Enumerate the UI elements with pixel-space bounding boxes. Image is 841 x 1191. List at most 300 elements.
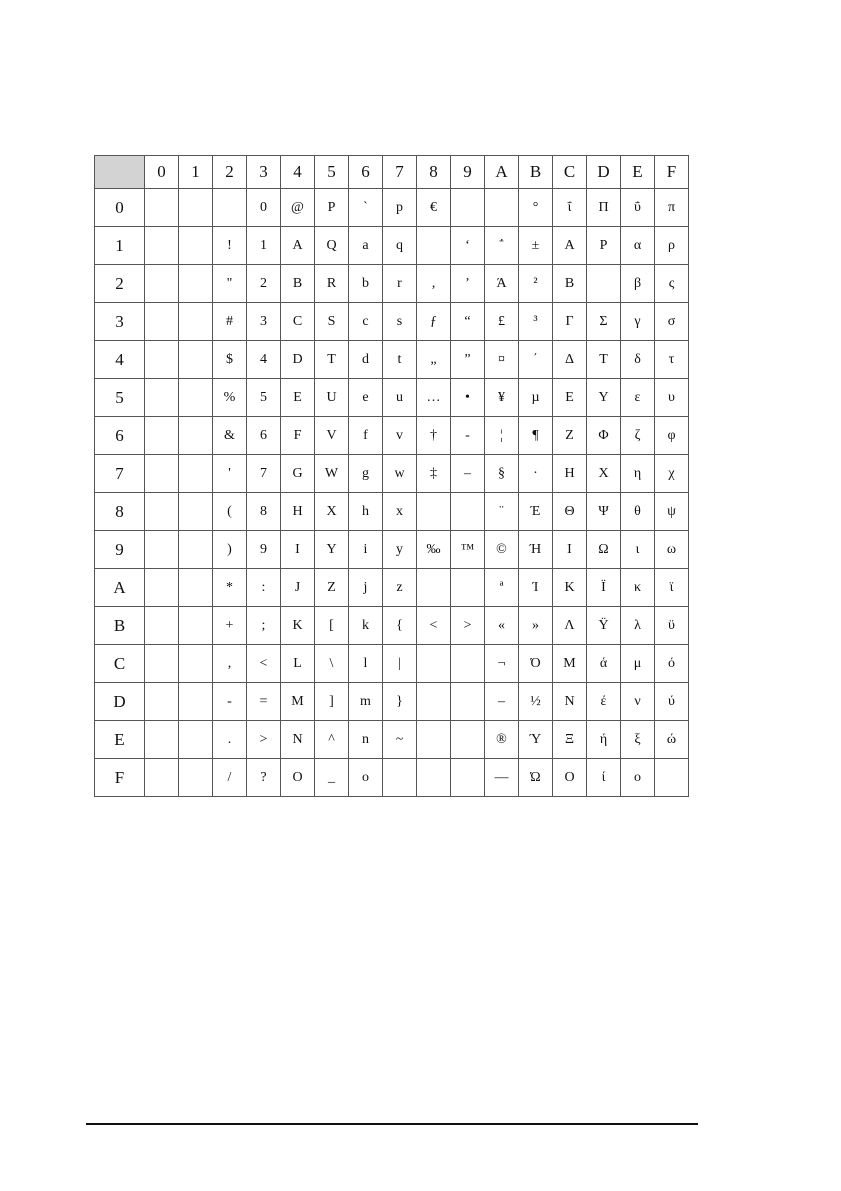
char-cell: ¥ — [485, 379, 519, 417]
row-header: 8 — [95, 493, 145, 531]
char-cell: φ — [655, 417, 689, 455]
char-cell: µ — [519, 379, 553, 417]
char-cell — [179, 227, 213, 265]
char-cell: I — [281, 531, 315, 569]
char-cell: ª — [485, 569, 519, 607]
column-header-row — [95, 156, 689, 189]
char-cell: · — [519, 455, 553, 493]
table-row — [95, 569, 689, 607]
char-cell: ύ — [655, 683, 689, 721]
column-header: 9 — [451, 156, 485, 189]
char-cell — [417, 683, 451, 721]
row-header: 6 — [95, 417, 145, 455]
char-cell — [451, 493, 485, 531]
char-cell — [179, 759, 213, 797]
char-cell — [417, 227, 451, 265]
char-cell: § — [485, 455, 519, 493]
char-cell: ώ — [655, 721, 689, 759]
char-cell: ½ — [519, 683, 553, 721]
char-cell: ¬ — [485, 645, 519, 683]
char-cell: + — [213, 607, 247, 645]
char-cell: ¤ — [485, 341, 519, 379]
row-header: F — [95, 759, 145, 797]
char-cell: α — [621, 227, 655, 265]
char-cell: Ρ — [587, 227, 621, 265]
character-code-table — [94, 155, 689, 797]
char-cell — [451, 645, 485, 683]
char-cell: L — [281, 645, 315, 683]
char-cell: p — [383, 189, 417, 227]
char-cell: Λ — [553, 607, 587, 645]
char-cell: % — [213, 379, 247, 417]
char-cell: Φ — [587, 417, 621, 455]
char-cell: η — [621, 455, 655, 493]
char-cell: s — [383, 303, 417, 341]
char-cell: A — [281, 227, 315, 265]
column-header: 8 — [417, 156, 451, 189]
char-cell — [179, 303, 213, 341]
char-cell: Υ — [587, 379, 621, 417]
table-row — [95, 341, 689, 379]
char-cell: † — [417, 417, 451, 455]
char-cell — [417, 493, 451, 531]
char-cell: … — [417, 379, 451, 417]
char-cell: 4 — [247, 341, 281, 379]
row-header: 4 — [95, 341, 145, 379]
table-row — [95, 721, 689, 759]
char-cell: ~ — [383, 721, 417, 759]
char-cell: K — [281, 607, 315, 645]
char-cell: d — [349, 341, 383, 379]
char-cell: Ή — [519, 531, 553, 569]
column-header: 2 — [213, 156, 247, 189]
char-cell: ² — [519, 265, 553, 303]
char-cell: Ω — [587, 531, 621, 569]
table-row — [95, 455, 689, 493]
char-cell: l — [349, 645, 383, 683]
char-cell — [179, 379, 213, 417]
char-cell — [383, 759, 417, 797]
char-cell: Ί — [519, 569, 553, 607]
char-cell: 5 — [247, 379, 281, 417]
char-cell — [179, 683, 213, 721]
char-cell: , — [213, 645, 247, 683]
column-header: C — [553, 156, 587, 189]
char-cell — [145, 227, 179, 265]
column-header: 6 — [349, 156, 383, 189]
char-cell: R — [315, 265, 349, 303]
char-cell — [145, 645, 179, 683]
char-cell: } — [383, 683, 417, 721]
char-cell — [179, 189, 213, 227]
char-cell: ƒ — [417, 303, 451, 341]
table-row — [95, 379, 689, 417]
table-row — [95, 645, 689, 683]
table-row — [95, 607, 689, 645]
row-header: 5 — [95, 379, 145, 417]
char-cell: Κ — [553, 569, 587, 607]
char-cell: 9 — [247, 531, 281, 569]
char-cell: E — [281, 379, 315, 417]
table-body — [95, 189, 689, 797]
row-header: 3 — [95, 303, 145, 341]
char-cell: ΅ — [485, 227, 519, 265]
char-cell — [179, 607, 213, 645]
char-cell: b — [349, 265, 383, 303]
row-header: A — [95, 569, 145, 607]
char-cell: ϊ — [655, 569, 689, 607]
char-cell — [145, 265, 179, 303]
char-cell: Α — [553, 227, 587, 265]
char-cell — [145, 379, 179, 417]
char-cell: - — [451, 417, 485, 455]
char-cell: σ — [655, 303, 689, 341]
char-cell: Μ — [553, 645, 587, 683]
char-cell: ; — [247, 607, 281, 645]
char-cell: υ — [655, 379, 689, 417]
row-header: D — [95, 683, 145, 721]
char-cell: t — [383, 341, 417, 379]
char-cell: ΄ — [519, 341, 553, 379]
char-cell — [655, 759, 689, 797]
char-cell: ? — [247, 759, 281, 797]
char-cell — [179, 569, 213, 607]
char-cell: 3 — [247, 303, 281, 341]
char-cell: γ — [621, 303, 655, 341]
char-cell: Ζ — [553, 417, 587, 455]
char-cell: ` — [349, 189, 383, 227]
char-cell: Ϊ — [587, 569, 621, 607]
char-cell — [417, 759, 451, 797]
char-cell: κ — [621, 569, 655, 607]
char-cell — [145, 303, 179, 341]
char-cell: e — [349, 379, 383, 417]
char-cell: μ — [621, 645, 655, 683]
char-cell: n — [349, 721, 383, 759]
char-cell — [451, 189, 485, 227]
char-cell: o — [349, 759, 383, 797]
char-cell: ‰ — [417, 531, 451, 569]
char-cell: ( — [213, 493, 247, 531]
column-header: 4 — [281, 156, 315, 189]
char-cell: Ο — [553, 759, 587, 797]
char-cell: ) — [213, 531, 247, 569]
char-cell: Ύ — [519, 721, 553, 759]
char-cell: ψ — [655, 493, 689, 531]
char-cell: ή — [587, 721, 621, 759]
char-cell: < — [247, 645, 281, 683]
char-cell: Y — [315, 531, 349, 569]
row-header: 2 — [95, 265, 145, 303]
char-cell — [587, 265, 621, 303]
row-header: 0 — [95, 189, 145, 227]
char-cell — [145, 493, 179, 531]
char-cell: Π — [587, 189, 621, 227]
char-cell: ο — [621, 759, 655, 797]
char-cell: ¨ — [485, 493, 519, 531]
char-cell: O — [281, 759, 315, 797]
row-header: 1 — [95, 227, 145, 265]
char-cell: ξ — [621, 721, 655, 759]
char-cell: » — [519, 607, 553, 645]
char-cell — [179, 265, 213, 303]
char-cell: ί — [587, 759, 621, 797]
char-cell: F — [281, 417, 315, 455]
char-cell: ” — [451, 341, 485, 379]
char-cell: π — [655, 189, 689, 227]
char-cell: ^ — [315, 721, 349, 759]
char-cell: < — [417, 607, 451, 645]
char-cell: Q — [315, 227, 349, 265]
char-cell: : — [247, 569, 281, 607]
char-cell — [451, 683, 485, 721]
char-cell: r — [383, 265, 417, 303]
char-cell: w — [383, 455, 417, 493]
char-cell: ΰ — [621, 189, 655, 227]
char-cell: Ά — [485, 265, 519, 303]
char-cell: Ό — [519, 645, 553, 683]
column-header: 7 — [383, 156, 417, 189]
row-header: C — [95, 645, 145, 683]
char-cell: & — [213, 417, 247, 455]
table-row — [95, 683, 689, 721]
char-cell — [145, 721, 179, 759]
char-cell: ¶ — [519, 417, 553, 455]
char-cell: Ε — [553, 379, 587, 417]
char-cell — [145, 189, 179, 227]
table-row — [95, 759, 689, 797]
char-cell: Έ — [519, 493, 553, 531]
column-header: E — [621, 156, 655, 189]
table-row — [95, 227, 689, 265]
column-header: 3 — [247, 156, 281, 189]
char-cell: - — [213, 683, 247, 721]
column-header: 1 — [179, 156, 213, 189]
char-cell: Θ — [553, 493, 587, 531]
char-cell: 2 — [247, 265, 281, 303]
char-cell: — — [485, 759, 519, 797]
char-cell — [179, 721, 213, 759]
char-cell: i — [349, 531, 383, 569]
char-cell: Σ — [587, 303, 621, 341]
char-cell: 8 — [247, 493, 281, 531]
column-header: 0 — [145, 156, 179, 189]
char-cell — [145, 417, 179, 455]
table-row — [95, 531, 689, 569]
char-cell: δ — [621, 341, 655, 379]
char-cell: g — [349, 455, 383, 493]
char-cell: x — [383, 493, 417, 531]
row-header: 9 — [95, 531, 145, 569]
char-cell: Χ — [587, 455, 621, 493]
char-cell: H — [281, 493, 315, 531]
char-cell: ‡ — [417, 455, 451, 493]
char-cell: \ — [315, 645, 349, 683]
column-header: F — [655, 156, 689, 189]
column-header: D — [587, 156, 621, 189]
char-cell: Ϋ — [587, 607, 621, 645]
char-cell: > — [247, 721, 281, 759]
char-cell: j — [349, 569, 383, 607]
char-cell: ³ — [519, 303, 553, 341]
char-cell: “ — [451, 303, 485, 341]
char-cell: a — [349, 227, 383, 265]
char-cell: ' — [213, 455, 247, 493]
char-cell: ω — [655, 531, 689, 569]
char-cell: ¦ — [485, 417, 519, 455]
char-cell — [179, 341, 213, 379]
char-cell: • — [451, 379, 485, 417]
char-cell: ε — [621, 379, 655, 417]
char-cell — [451, 721, 485, 759]
char-cell: f — [349, 417, 383, 455]
char-cell: £ — [485, 303, 519, 341]
char-cell: y — [383, 531, 417, 569]
row-header: 7 — [95, 455, 145, 493]
char-cell: $ — [213, 341, 247, 379]
char-cell: ° — [519, 189, 553, 227]
char-cell: λ — [621, 607, 655, 645]
char-cell: V — [315, 417, 349, 455]
char-cell — [485, 189, 519, 227]
char-cell: ® — [485, 721, 519, 759]
char-cell: © — [485, 531, 519, 569]
char-cell: – — [485, 683, 519, 721]
char-cell: = — [247, 683, 281, 721]
char-cell: ρ — [655, 227, 689, 265]
char-cell: T — [315, 341, 349, 379]
char-cell — [417, 645, 451, 683]
char-cell: ζ — [621, 417, 655, 455]
char-cell: Β — [553, 265, 587, 303]
table-row — [95, 417, 689, 455]
char-cell — [179, 531, 213, 569]
char-cell: X — [315, 493, 349, 531]
char-cell: q — [383, 227, 417, 265]
char-cell — [451, 759, 485, 797]
char-cell: ό — [655, 645, 689, 683]
char-cell: ± — [519, 227, 553, 265]
char-cell: [ — [315, 607, 349, 645]
char-cell: – — [451, 455, 485, 493]
char-cell: Γ — [553, 303, 587, 341]
char-cell: c — [349, 303, 383, 341]
char-cell — [451, 569, 485, 607]
char-cell: Δ — [553, 341, 587, 379]
char-cell: . — [213, 721, 247, 759]
char-cell: ν — [621, 683, 655, 721]
char-cell: ! — [213, 227, 247, 265]
column-header: B — [519, 156, 553, 189]
table-row — [95, 189, 689, 227]
char-cell: τ — [655, 341, 689, 379]
char-cell: v — [383, 417, 417, 455]
char-cell: z — [383, 569, 417, 607]
table-row — [95, 303, 689, 341]
char-cell: J — [281, 569, 315, 607]
char-cell: Η — [553, 455, 587, 493]
char-cell — [145, 759, 179, 797]
char-cell: ’ — [451, 265, 485, 303]
char-cell: C — [281, 303, 315, 341]
char-cell: u — [383, 379, 417, 417]
char-cell: / — [213, 759, 247, 797]
char-cell: ‘ — [451, 227, 485, 265]
char-cell: € — [417, 189, 451, 227]
char-cell — [213, 189, 247, 227]
char-cell — [417, 569, 451, 607]
char-cell: ] — [315, 683, 349, 721]
char-cell: N — [281, 721, 315, 759]
char-cell: „ — [417, 341, 451, 379]
char-cell — [417, 721, 451, 759]
char-cell: > — [451, 607, 485, 645]
column-header: 5 — [315, 156, 349, 189]
char-cell: S — [315, 303, 349, 341]
char-cell: P — [315, 189, 349, 227]
char-cell — [145, 455, 179, 493]
char-cell: Ι — [553, 531, 587, 569]
char-cell — [145, 607, 179, 645]
char-cell: " — [213, 265, 247, 303]
char-cell: # — [213, 303, 247, 341]
char-cell: Ώ — [519, 759, 553, 797]
char-cell: h — [349, 493, 383, 531]
char-cell: @ — [281, 189, 315, 227]
char-cell: G — [281, 455, 315, 493]
char-cell: U — [315, 379, 349, 417]
char-cell: έ — [587, 683, 621, 721]
char-cell: ς — [655, 265, 689, 303]
char-cell — [145, 531, 179, 569]
char-cell: θ — [621, 493, 655, 531]
footer-rule — [86, 1123, 698, 1125]
char-cell — [179, 493, 213, 531]
char-cell: * — [213, 569, 247, 607]
char-cell: m — [349, 683, 383, 721]
char-cell: k — [349, 607, 383, 645]
char-cell — [145, 569, 179, 607]
char-cell: 0 — [247, 189, 281, 227]
char-cell: ι — [621, 531, 655, 569]
char-cell — [179, 645, 213, 683]
char-cell: W — [315, 455, 349, 493]
char-cell — [179, 417, 213, 455]
row-header: B — [95, 607, 145, 645]
char-cell: Τ — [587, 341, 621, 379]
char-cell: χ — [655, 455, 689, 493]
column-header: A — [485, 156, 519, 189]
char-cell: M — [281, 683, 315, 721]
char-cell: 6 — [247, 417, 281, 455]
char-cell: ‚ — [417, 265, 451, 303]
char-cell: Ν — [553, 683, 587, 721]
char-cell: Ξ — [553, 721, 587, 759]
char-cell: B — [281, 265, 315, 303]
char-cell: ΐ — [553, 189, 587, 227]
char-cell: { — [383, 607, 417, 645]
char-cell: Ψ — [587, 493, 621, 531]
char-cell: β — [621, 265, 655, 303]
char-cell: ϋ — [655, 607, 689, 645]
char-cell: 7 — [247, 455, 281, 493]
char-cell: ™ — [451, 531, 485, 569]
char-cell — [145, 341, 179, 379]
char-cell: _ — [315, 759, 349, 797]
char-cell: « — [485, 607, 519, 645]
char-cell: | — [383, 645, 417, 683]
char-cell: ά — [587, 645, 621, 683]
